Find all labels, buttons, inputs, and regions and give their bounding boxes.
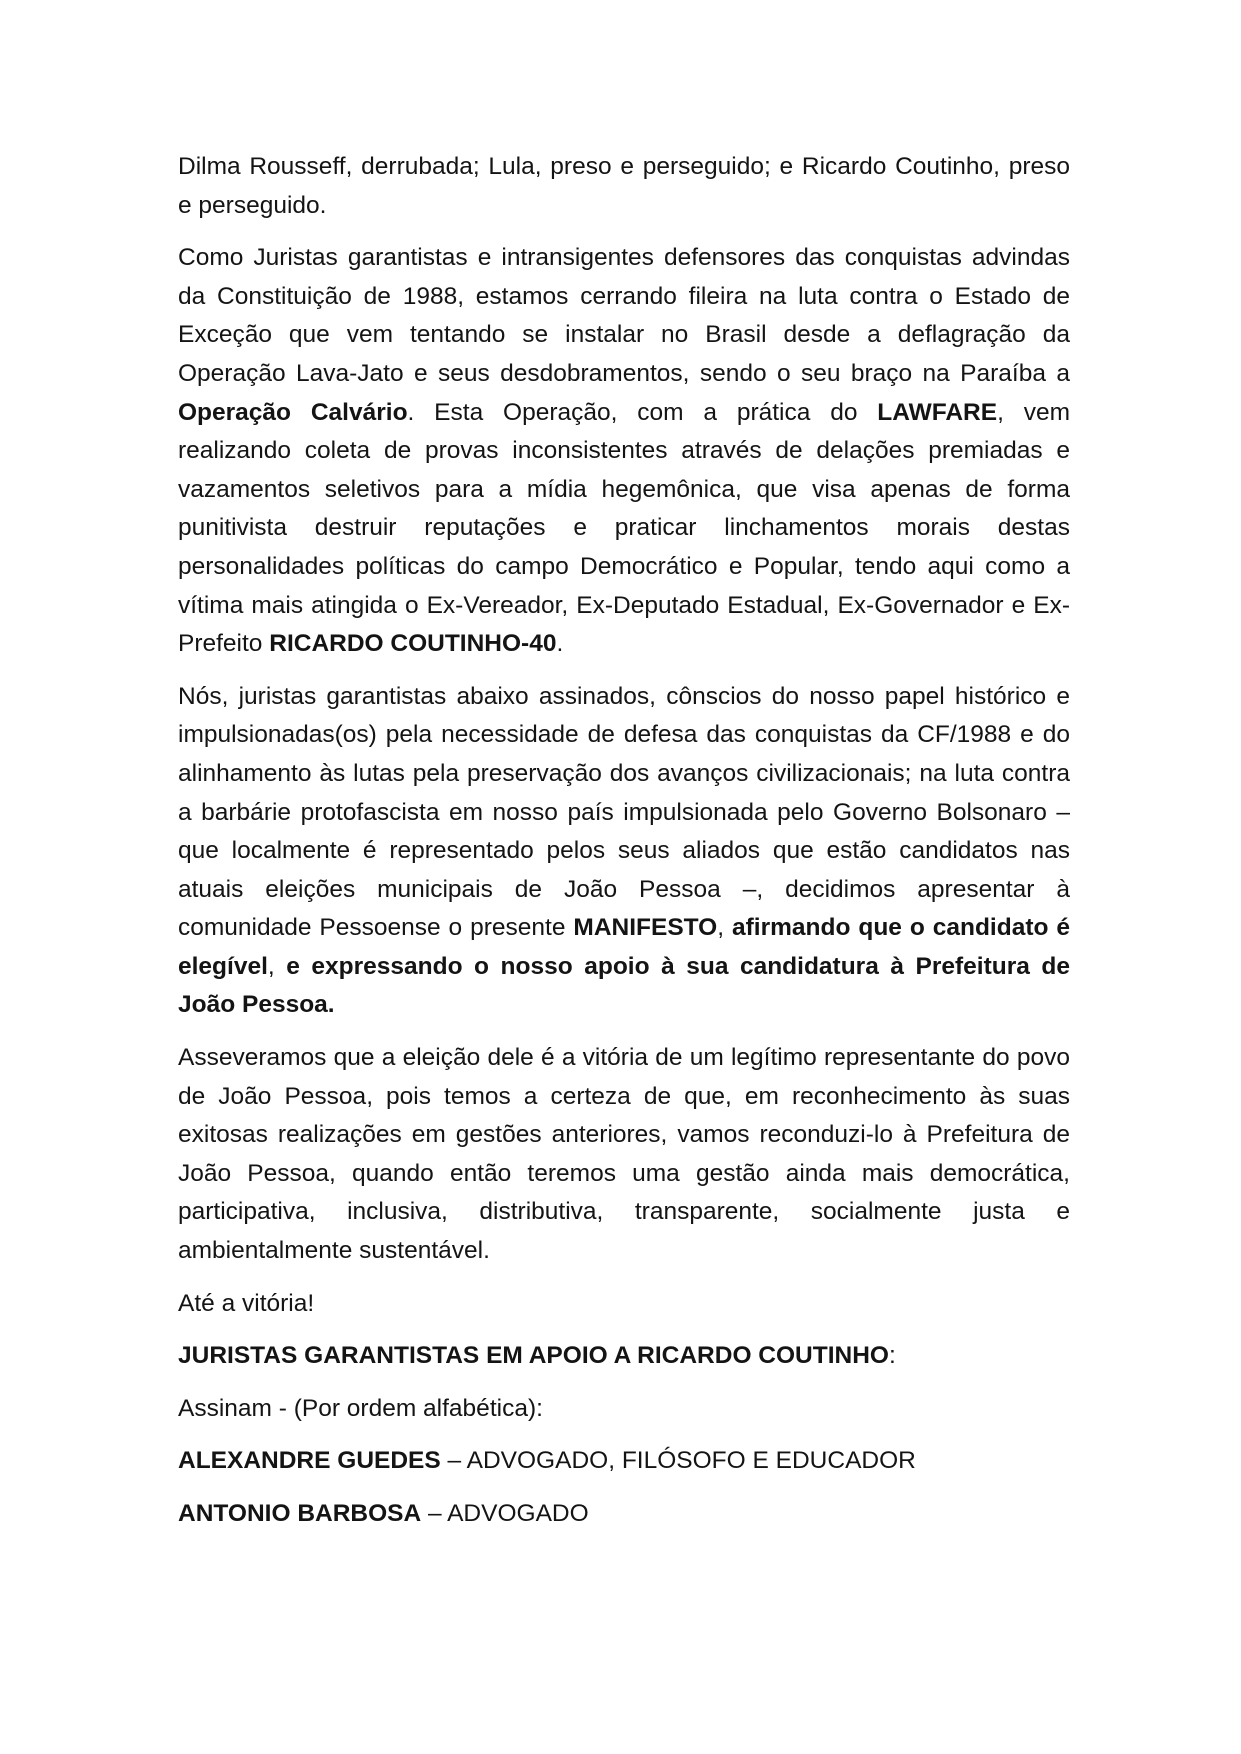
ricardo-coutinho-bold: RICARDO COUTINHO-40 [269, 630, 557, 658]
paragraph-1 [178, 148, 1070, 225]
paragraph-4-text: Asseveramos que a eleição dele é a vitória de um legítimo representante do povo de João Pessoa, pois temos a certeza de que, em reconhecimento às suas exitosas realizações em gestões anteriores, vamos reconduzi-lo à Prefeitura de João Pessoa, quando então teremos uma gestão ainda mais democrática, participativa, inclusiva, distributiva, transparente, socialmente justa e ambientalmente sustentável. [178, 1044, 1070, 1265]
signatory-name: ALEXANDRE GUEDES [178, 1447, 441, 1475]
paragraph-3 [178, 678, 1070, 1025]
signatory-line [178, 1442, 1070, 1481]
apoio-candidatura-bold: e expressando o nosso apoio à sua candidatura à Prefeitura de João Pessoa. [178, 952, 1070, 1019]
elegivel-bold: afirmando que o candidato é elegível [178, 914, 1071, 980]
closing-text: Até a vitória! [178, 1289, 315, 1317]
signatory-name: ANTONIO BARBOSA [178, 1500, 422, 1527]
paragraph-2-text-3: , vem realizando coleta de provas inconsistentes através de delações premiadas e vazamentos seletivos para a mídia hegemônica, que visa apenas de forma punitivista destruir reputações e praticar linchamentos morais destas personalidades políticas do campo Democrático e Popular, tendo aqui como a vítima mais atingida o Ex-Vereador, Ex-Deputado Estadual, Ex-Governador e Ex-Prefeito [178, 398, 1070, 658]
paragraph-4 [178, 1039, 1070, 1271]
paragraph-2-text-4: . [556, 630, 564, 658]
signatory-role: – ADVOGADO [421, 1500, 589, 1527]
sign-note-text: Assinam - (Por ordem alfabética): [178, 1394, 543, 1422]
signatories-heading-text: JURISTAS GARANTISTAS EM APOIO A RICARDO COUTINHO [178, 1342, 889, 1370]
paragraph-2-text-1: Como Juristas garantistas e intransigentes defensores das conquistas advindas da Constituição de 1988, estamos cerrando fileira na luta contra o Estado de Exceção que vem tentando se instalar no Brasil desde a deflagração da Operação Lava-Jato e seus desdobramentos, sendo o seu braço na Paraíba a [178, 244, 1070, 387]
paragraph-1-text: Dilma Rousseff, derrubada; Lula, preso e perseguido; e Ricardo Coutinho, preso e perseguido. [178, 153, 1070, 219]
signatory-line [178, 1495, 1070, 1534]
sign-note [178, 1390, 1070, 1429]
signatories-heading [178, 1337, 1070, 1376]
paragraph-3-text-3: , [267, 952, 287, 980]
paragraph-2 [178, 239, 1070, 664]
manifesto-bold: MANIFESTO [573, 914, 718, 942]
closing-line [178, 1285, 1070, 1324]
lawfare-bold: LAWFARE [877, 398, 998, 426]
operacao-calvario-bold: Operação Calvário [178, 398, 408, 426]
signatory-role: – ADVOGADO, FILÓSOFO E EDUCADOR [440, 1447, 916, 1475]
signatories-heading-colon: : [888, 1342, 896, 1370]
document-page [178, 148, 1070, 1548]
paragraph-3-text-2: , [717, 914, 732, 942]
paragraph-2-text-2: . Esta Operação, com a prática do [407, 398, 878, 426]
paragraph-3-text-1: Nós, juristas garantistas abaixo assinados, cônscios do nosso papel histórico e impulsionadas(os) pela necessidade de defesa das conquistas da CF/1988 e do alinhamento às lutas pela preservação dos avanços civilizacionais; na luta contra a barbárie protofascista em nosso país impulsionada pelo Governo Bolsonaro – que localmente é representado pelos seus aliados que estão candidatos nas atuais eleições municipais de João Pessoa –, decidimos apresentar à comunidade Pessoense o presente [178, 682, 1070, 942]
